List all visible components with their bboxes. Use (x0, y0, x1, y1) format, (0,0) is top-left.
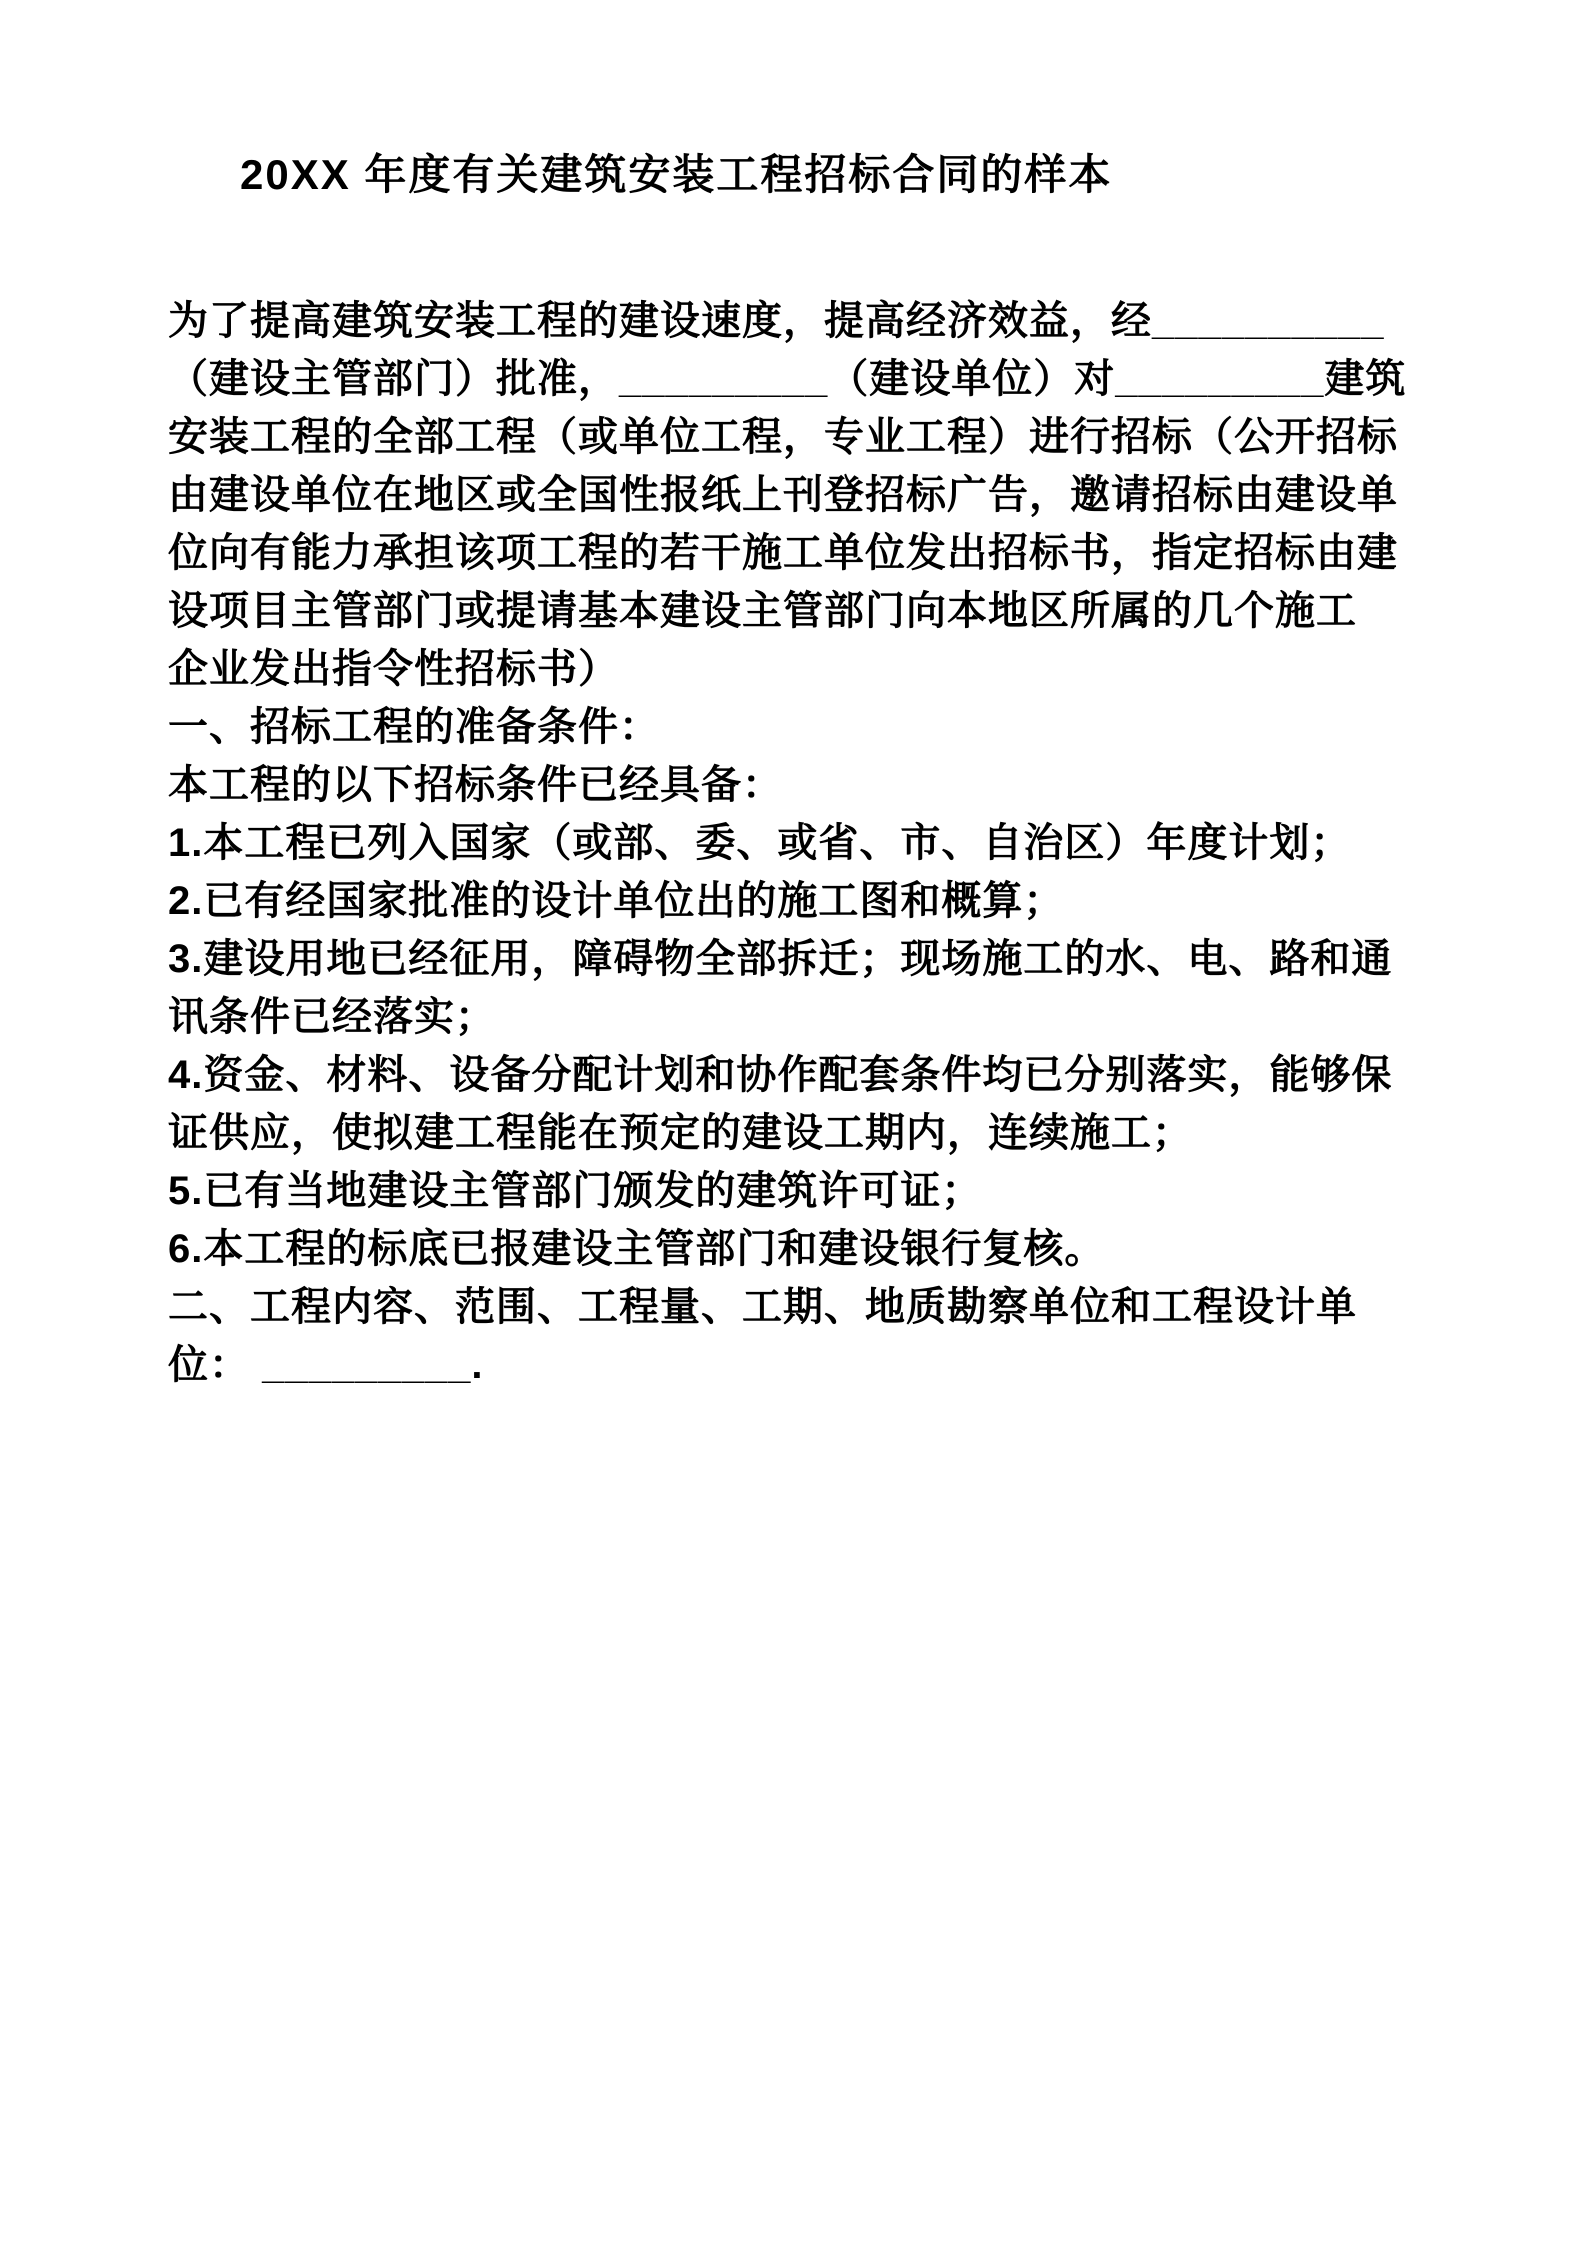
document-line: 本工程的以下招标条件已经具备： (168, 763, 783, 808)
document-body (168, 292, 1436, 1394)
document-list-item: 2.已有经国家批准的设计单位出的施工图和概算； (168, 879, 1065, 924)
document-line: 安装工程的全部工程（或单位工程，专业工程）进行招标（公开招标 (168, 415, 1398, 460)
document-heading-line: 二、工程内容、范围、工程量、工期、地质勘察单位和工程设计单 (168, 1285, 1357, 1330)
document-list-item: 4.资金、材料、设备分配计划和协作配套条件均已分别落实，能够保 (168, 1053, 1393, 1098)
document-line: 设项目主管部门或提请基本建设主管部门向本地区所属的几个施工 (168, 589, 1357, 634)
document-list-item: 5.已有当地建设主管部门颁发的建筑许可证； (168, 1169, 983, 1214)
document-line: 为了提高建筑安装工程的建设速度，提高经济效益，经__________ (168, 299, 1385, 344)
document-title: 20XX 年度有关建筑安装工程招标合同的样本 (240, 151, 1113, 198)
document-line: 证供应，使拟建工程能在预定的建设工期内，连续施工； (168, 1111, 1193, 1156)
document-heading-line: 一、招标工程的准备条件： (168, 705, 660, 750)
document-line: 位： _________. (168, 1343, 484, 1388)
document-line: 由建设单位在地区或全国性报纸上刊登招标广告，邀请招标由建设单 (168, 473, 1398, 518)
document-list-item: 1.本工程已列入国家（或部、委、或省、市、自治区）年度计划； (168, 821, 1352, 866)
document-list-item: 3.建设用地已经征用，障碍物全部拆迁；现场施工的水、电、路和通 (168, 937, 1393, 982)
document-line: 讯条件已经落实； (168, 995, 496, 1040)
document-line: （建设主管部门）批准，_________（建设单位）对_________建筑 (168, 357, 1407, 402)
document-line: 位向有能力承担该项工程的若干施工单位发出招标书，指定招标由建 (168, 531, 1398, 576)
document-line: 企业发出指令性招标书） (168, 647, 619, 692)
document-list-item: 6.本工程的标底已报建设主管部门和建设银行复核。 (168, 1227, 1106, 1272)
